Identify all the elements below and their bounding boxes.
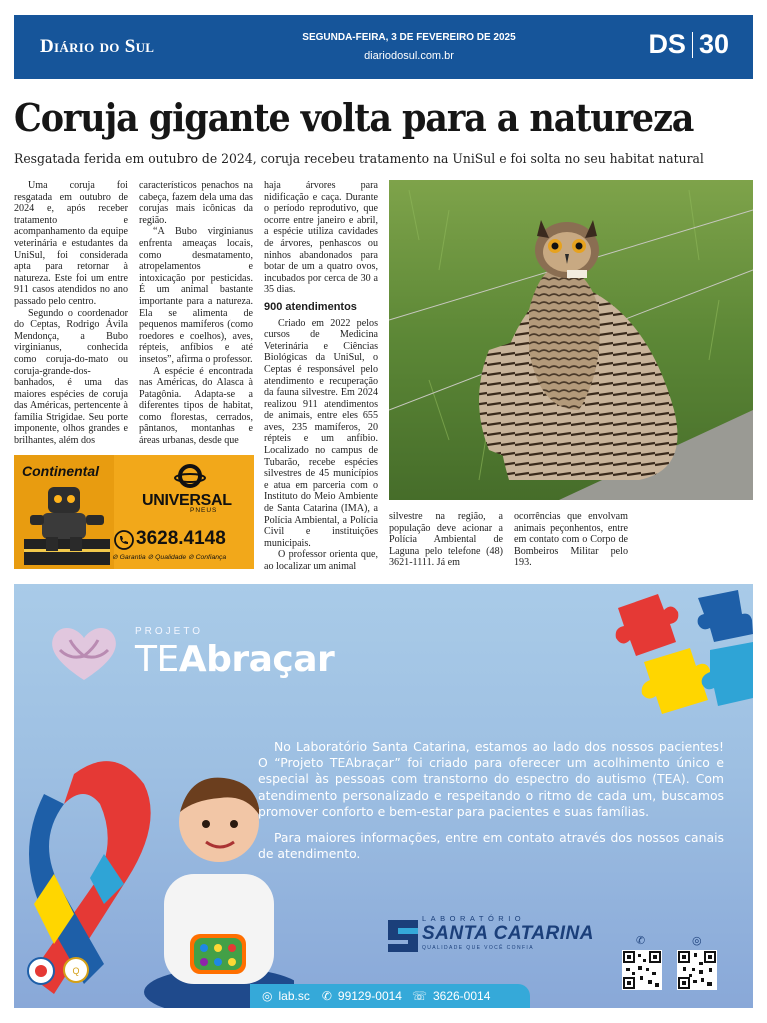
- article-subhead: Resgatada ferida em outubro de 2024, coruja recebeu tratamento na UniSul e foi solta no seu habitat natural: [14, 151, 704, 166]
- phone-icon: ☏: [411, 989, 427, 1003]
- whatsapp-qr-label-icon: ✆: [636, 934, 646, 947]
- article-paragraph: A espécie é encontrada nas Américas, do Alasca à Patagônia. Adapta-se a diferentes tipos de habitat, como florestas, cerrados, pântanos, montanhas e áreas urbanas, desde que: [139, 365, 253, 447]
- project-name-bold: Abraçar: [178, 639, 335, 680]
- phone-number[interactable]: 3626-0014: [432, 989, 491, 1003]
- masthead: [14, 15, 753, 79]
- article-paragraph: Criado em 2022 pelos cursos de Medicina Veterinária e Ciências Biológicas da UniSul, o Ceptas é responsável pelo atendimento e recuperação da fauna silvestre. Em 2024 realizou 911 atendimentos de animais, entre eles 655 aves, 235 mamíferos, 20 répteis e um anfíbio. Localizado no campus de Tubarão, recebe espécies silvestres de 45 municípios e atua em parceria com o Instituto do Meio Ambiente de Santa Catarina (IMA), a Polícia Ambiental, a Polícia Civil e instituições municipais.: [264, 317, 378, 549]
- website-url[interactable]: diariodosul.com.br: [364, 50, 454, 62]
- section-code: DS: [648, 29, 686, 59]
- whatsapp-icon: ✆: [321, 989, 332, 1003]
- article-headline: Coruja gigante volta para a natureza: [14, 95, 694, 140]
- article-paragraph: Segundo o coordenador do Ceptas, Rodrigo Ávila Mendonça, a Bubo virginianus, conhecida como coruja-do-mato ou coruja-grande-dos-banhados, é uma das maiores espécies de coruja das Américas, pertencente à família Strigidae. Seu porte imponente, olhos grandes e brilhantes, além dos: [14, 307, 128, 447]
- instagram-qr-label-icon: ◎: [692, 934, 702, 947]
- lab-slogan: QUALIDADE QUE VOCÊ CONFIA: [422, 945, 534, 951]
- project-name: [135, 639, 334, 680]
- article-paragraph: silvestre na região, a população deve acionar a Polícia Ambiental de Laguna pelo telefone (48) 3621-1111. Já em: [389, 511, 503, 569]
- whatsapp-qr-code[interactable]: [622, 950, 662, 990]
- svg-text:Q: Q: [72, 966, 80, 976]
- certification-seals-icon: [26, 956, 96, 986]
- universal-subtitle: PNEUS: [190, 507, 218, 514]
- article-column-6: [639, 511, 753, 573]
- lab-ad-message-p2: Para maiores informações, entre em contato através dos nossos canais de atendimento.: [258, 830, 724, 862]
- owl-photo: [389, 180, 753, 500]
- newspaper-brand: Diário do Sul: [40, 36, 155, 57]
- robot-mascot-icon: [24, 481, 110, 565]
- lab-logo-icon: [388, 920, 418, 952]
- universal-planet-icon: [174, 461, 206, 491]
- instagram-handle[interactable]: lab.sc: [278, 989, 310, 1003]
- qr-code-icon: [622, 950, 662, 990]
- lab-name-block: [422, 914, 594, 951]
- masthead-center: [264, 29, 554, 65]
- lab-name-main: SANTA CATARINA: [422, 923, 594, 944]
- qr-code-icon: [677, 950, 717, 990]
- article-column-4: [389, 511, 503, 573]
- puzzle-pieces-icon: [614, 588, 753, 718]
- article-paragraph: O professor orienta que, ao localizar um animal: [264, 549, 378, 572]
- project-name-light: TE: [135, 639, 179, 680]
- tire-ad-tags: ⊘ Garantia ⊘ Qualidade ⊘ Confiança: [112, 554, 227, 561]
- page-separator: [692, 32, 693, 58]
- page-indicator: [648, 29, 729, 60]
- article-paragraph: “A Bubo virginianus enfrenta ameaças locais, como desmatamento, atropelamentos e intoxicação por pesticidas. É um animal bastante importante para a natureza. Ela se alimenta de pequenos mamíferos (como roedores e coelhos), aves, répteis, anfíbios e até insetos”, afirma o professor.: [139, 226, 253, 365]
- article-column-1: [14, 180, 128, 452]
- article-paragraph: Uma coruja foi resgatada em outubro de 2024 e, após receber tratamento e acompanhamento da equipe veterinária e estudantes da UniSul, foi considerada apta para retornar à natureza. Este foi um entre 911 casos atendidos no ano passado pelo centro.: [14, 180, 128, 307]
- article-paragraph: ocorrências que envolvam animais peçonhentos, entre em contato com o Corpo de Bombeiros Militar pelo 193.: [514, 511, 628, 569]
- tire-ad-phone[interactable]: 3628.4148: [136, 528, 226, 549]
- article-column-5: [514, 511, 628, 573]
- page-number: 30: [698, 29, 729, 59]
- article-column-3: [264, 180, 378, 572]
- article-subheading: 900 atendimentos: [264, 300, 357, 313]
- issue-date: SEGUNDA-FEIRA, 3 DE FEVEREIRO DE 2025: [302, 32, 516, 43]
- article-column-2: [139, 180, 253, 452]
- universal-logo: UNIVERSAL: [142, 492, 232, 509]
- lab-name-top: LABORATÓRIO: [422, 914, 526, 923]
- hands-heart-icon: [46, 620, 122, 684]
- whatsapp-number[interactable]: 99129-0014: [337, 989, 402, 1003]
- tire-advertisement[interactable]: [14, 455, 254, 569]
- instagram-icon: ◎: [262, 989, 273, 1003]
- phone-icon: [114, 530, 134, 550]
- owl-illustration: [389, 180, 753, 500]
- article-paragraph: haja árvores para nidificação e caça. Durante o período reprodutivo, que ocorre entre janeiro e abril, a espécie utiliza cavidades de árvores, penhascos ou ninhos abandonados para botar de um a quatro ovos, incubados por cerca de 30 a 35 dias.: [264, 180, 378, 296]
- article-paragraph: característicos penachos na cabeça, fazem dela uma das corujas mais icônicas da região.: [139, 180, 253, 226]
- project-label: PROJETO: [135, 626, 204, 637]
- continental-logo: Continental: [22, 463, 99, 479]
- instagram-qr-code[interactable]: [677, 950, 717, 990]
- lab-ad-message-p1: No Laboratório Santa Catarina, estamos ao lado dos nossos pacientes! O “Projeto TEAbraçar” foi criado para oferecer um acolhimento único e especial às pessoas com transtorno do espectro do autismo (TEA). Com atendimento personalizado e respeitando o ritmo de cada um, buscamos promover conforto e bem-estar para pacientes e suas famílias.: [258, 739, 724, 819]
- lab-contact-bar: [250, 984, 530, 1008]
- lab-advertisement[interactable]: [14, 584, 753, 1008]
- lab-ad-message: [258, 739, 724, 872]
